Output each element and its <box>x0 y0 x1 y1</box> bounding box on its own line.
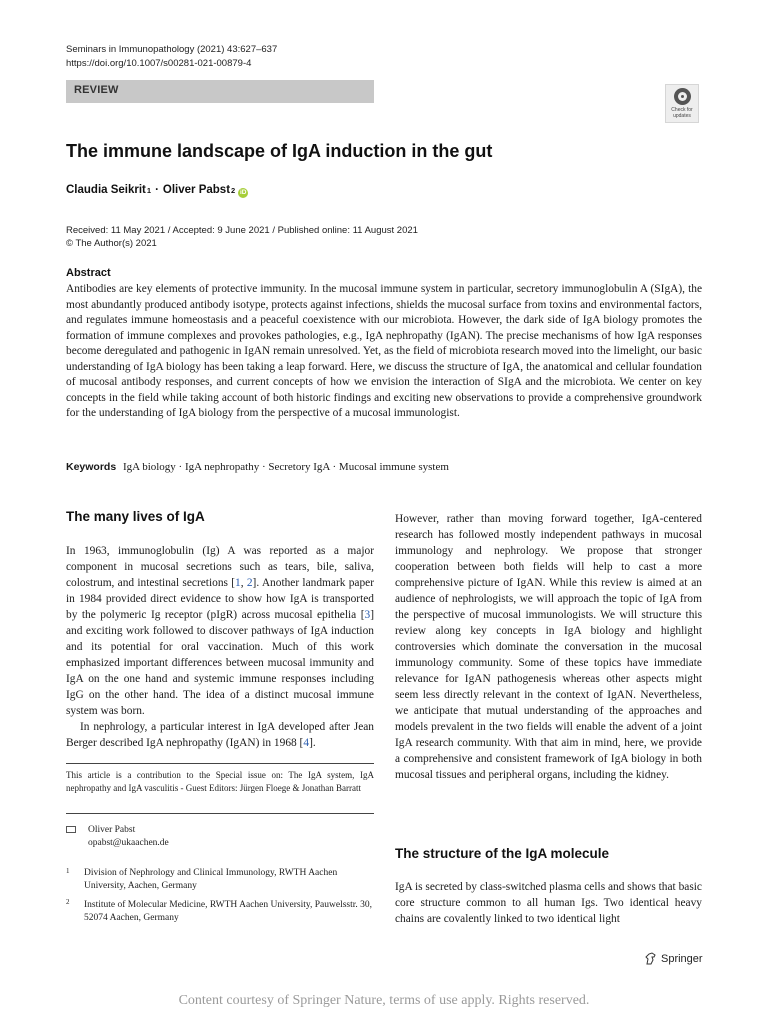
paragraph: However, rather than moving forward together, IgA-centered research has followed mostly independent pathways in mucosal immunology and nephrology. We propose that stronger cooperation between both fields will help to cast a more comprehensive picture of IgAN. While this review is aimed at an audience of nephrologists, we will approach the topic of IgA from the perspective of mucosal immunologists. We will structure this review along key concepts in IgA biology and highlight controversies which dominate the conversation in the mucosal immunology community. Some of these topics have immediate relevance for IgAN pathogenesis whereas other aspects might seem less directly relevant in the context of IgAN. Nevertheless, we anticipate that mutual understanding of the approaches and models prevalent in the two fields will enable the advent of a joint IgA research community. With that aim in mind, here, we provide a comprehensive and consistent framework of IgA biology in both mucosal tissues and peripheral organs, including the kidney. <box>395 513 702 781</box>
section-heading: The structure of the IgA molecule <box>395 846 610 861</box>
springer-horse-icon <box>645 952 657 965</box>
paragraph: In nephrology, a particular interest in IgA developed after Jean Berger described IgA nephropathy (IgAN) in 1968 [4]. <box>66 721 374 749</box>
author-name[interactable]: Claudia Seikrit <box>66 184 146 196</box>
paragraph: In 1963, immunoglobulin (Ig) A was reported as a major component in mucosal secretions such as tears, bile, saliva, colostrum, and intestinal secretions [1, 2]. Another landmark paper in 1984 provided direct evidence to show how IgA is transported by the polymeric Ig receptor (pIgR) across mucosal epithelia [3] and exciting work followed to discover pathways of IgA induction and its potential for oral vaccination. Much of this work emphasized important differences between mucosal immunity and IgA on the one hand and systemic immune responses including IgG on the other hand. The idea of a distinct mucosal immune system was born. <box>66 545 374 717</box>
check-updates-label: Check for updates <box>671 107 693 119</box>
publication-dates <box>66 224 418 250</box>
section-heading: The many lives of IgA <box>66 509 205 524</box>
author-separator: · <box>155 184 159 196</box>
check-for-updates-badge[interactable] <box>665 84 699 123</box>
abstract-heading: Abstract <box>66 267 111 279</box>
contact-email[interactable]: opabst@ukaachen.de <box>88 838 169 848</box>
orcid-icon[interactable]: iD <box>239 189 247 196</box>
paragraph: IgA is secreted by class-switched plasma cells and shows that basic core structure common to all human Igs. Two identical heavy chains are covalently linked to two identical light <box>395 881 702 925</box>
publisher-logo <box>645 952 703 965</box>
journal-header <box>66 43 277 71</box>
contact-name: Oliver Pabst <box>88 825 136 835</box>
copyright-line <box>66 237 418 250</box>
copyright-icon: © <box>66 238 73 249</box>
abstract-text: Antibodies are key elements of protective immunity. In the mucosal immune system in particular, secretory immunoglobulin A (SIgA), the most abundantly produced antibody isotype, protects against infections, shields the mucosal surface from toxins and environmental factors, and regulates immune homeostasis and a peaceful coexistence with our microbiota. However, the dark side of IgA biology promotes the formation of immune complexes and provokes pathologies, e.g., IgA nephropathy (IgAN). The precise mechanisms of how IgA responses become deregulated and pathogenic in IgAN remain unresolved. Yet, as the field of microbiota research moved into the limelight, our basic understanding of IgA biology has been taking a leap forward. Here, we discuss the structure of IgA, the anatomical and cellular foundation of mucosal antibody responses, and current concepts of how we envision the interaction of SIgA and the microbiota. We center on key concepts in the field while taking account of both historic findings and exciting new observations to provide a comprehensive groundwork for the understanding of IgA biology from the perspective of a mucosal immunologist. <box>66 283 702 419</box>
footnote-divider <box>66 813 374 814</box>
reference-link[interactable]: 1 <box>235 577 241 589</box>
keywords-text: IgA biology · IgA nephropathy · Secretory IgA · Mucosal immune system <box>122 461 449 473</box>
keywords-label: Keywords <box>66 461 117 473</box>
corresponding-author <box>88 824 169 850</box>
affiliation: Institute of Molecular Medicine, RWTH Aachen University, Pauwelsstr. 30, 52074 Aachen, Germany <box>84 900 373 923</box>
author-affiliation-marker: 1 <box>146 186 152 195</box>
affiliation: Division of Nephrology and Clinical Immunology, RWTH Aachen University, Aachen, Germany <box>84 868 338 891</box>
author-list <box>66 184 248 197</box>
article-type-banner <box>66 80 374 103</box>
journal-citation: Seminars in Immunopathology (2021) 43:627–637 <box>66 44 278 55</box>
footnote-divider <box>66 763 374 764</box>
author-name[interactable]: Oliver Pabst <box>162 184 231 196</box>
article-type-label: REVIEW <box>74 84 119 96</box>
body-column-right-continued <box>395 879 702 927</box>
author-affiliation-marker: 2 <box>231 186 236 195</box>
reference-link[interactable]: 4 <box>303 737 310 749</box>
doi-link[interactable]: https://doi.org/10.1007/s00281-021-00879-4 <box>66 58 252 69</box>
body-column-right <box>395 511 702 783</box>
publisher-name: Springer <box>661 952 703 965</box>
article-title: The immune landscape of IgA induction in the gut <box>66 141 493 161</box>
special-issue-footnote: This article is a contribution to the Special issue on: The IgA system, IgA nephropathy and IgA vasculitis - Guest Editors: Jürgen Floege & Jonathan Barratt <box>66 770 374 793</box>
courtesy-watermark: Content courtesy of Springer Nature, terms of use apply. Rights reserved. <box>178 993 590 1008</box>
body-column-left <box>66 543 374 751</box>
keywords <box>66 461 449 473</box>
envelope-icon <box>66 826 76 833</box>
affiliation-number: 1 <box>66 867 70 875</box>
affiliation-number: 2 <box>66 898 70 906</box>
copyright-text: The Author(s) 2021 <box>75 238 157 249</box>
dates-line: Received: 11 May 2021 / Accepted: 9 June 2021 / Published online: 11 August 2021 <box>66 225 418 236</box>
check-updates-icon <box>674 88 691 105</box>
reference-link[interactable]: 2 <box>246 577 253 589</box>
reference-link[interactable]: 3 <box>364 609 371 621</box>
